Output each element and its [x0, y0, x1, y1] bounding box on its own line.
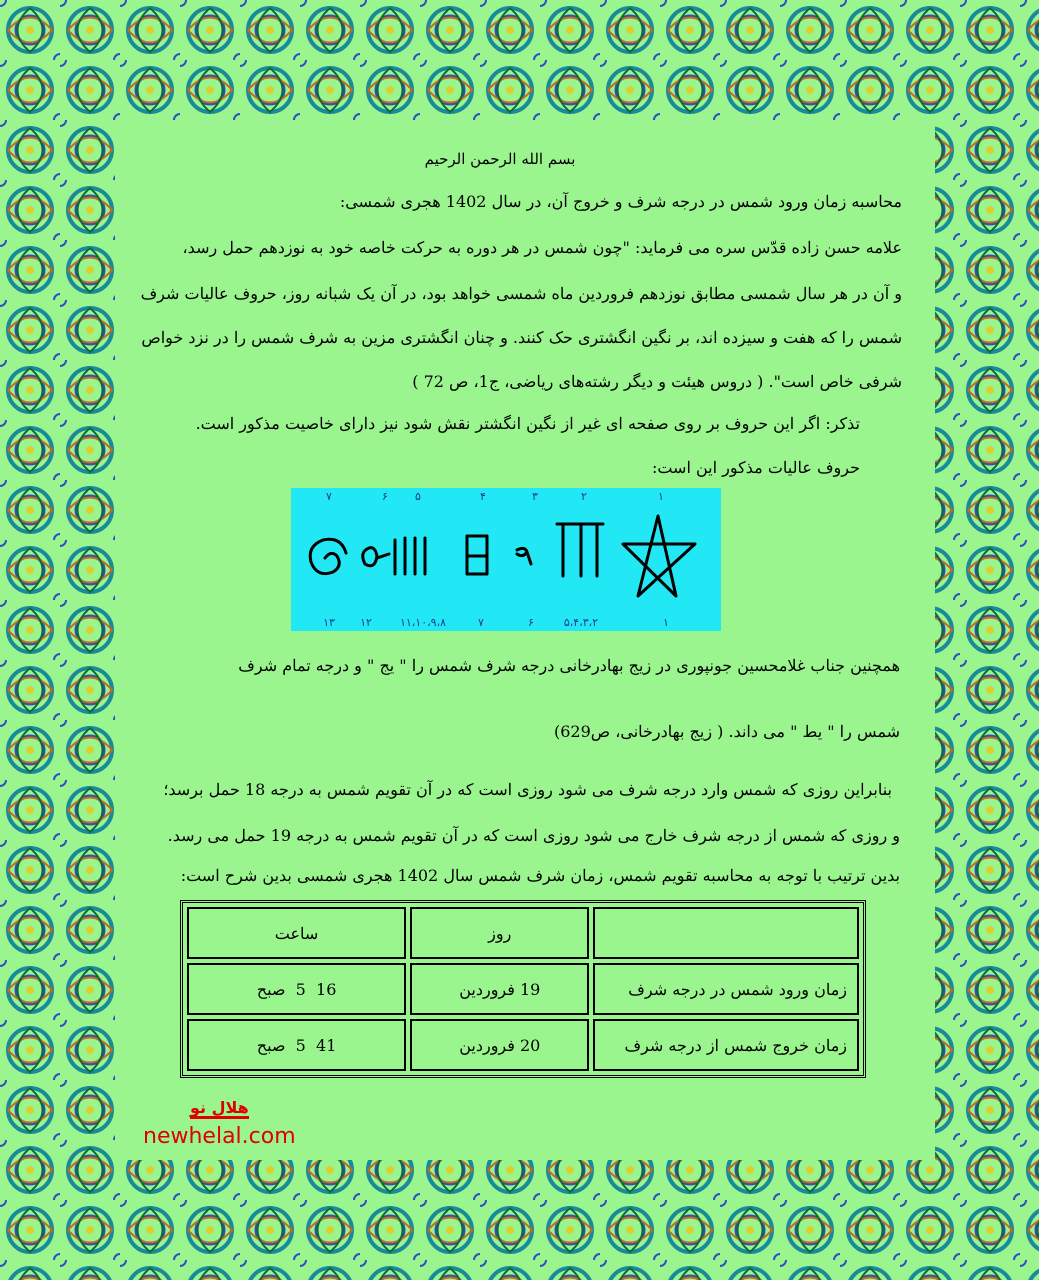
quote-line-4: شرفی خاص است". ( دروس هیئت و دیگر رشته‌های ریاضی، ج1، ص 72 ) [412, 372, 902, 391]
brand-persian: هلال نو [190, 1098, 249, 1117]
bottom-number-5-2: ۵،۴،۳،۲ [563, 616, 599, 629]
top-number-6: ۶ [382, 490, 388, 503]
quote-line-3: شمس را که هفت و سیزده اند، بر نگین انگشتری حک کنند. و چنان انگشتری مزین به شرف شمس را در نزد خواص [141, 328, 902, 347]
bottom-number-1: ۱ [663, 616, 669, 629]
table-header-row [187, 907, 859, 959]
table-row [187, 1019, 859, 1071]
row-entry-hour: 16 5 صبح [187, 963, 406, 1015]
row-exit-hour: 41 5 صبح [187, 1019, 406, 1071]
table-row [187, 963, 859, 1015]
bottom-number-12: ۱۲ [360, 616, 372, 629]
row-entry-day: 19 فروردین [410, 963, 589, 1015]
quote-line-2: و آن در هر سال شمسی مطابق نوزدهم فروردین ماه شمسی خواهد بود، در آن یک شبانه روز، حروف عالیات شرف [140, 284, 902, 303]
header-empty [593, 907, 859, 959]
note-line-2: حروف عالیات مذکور این است: [651, 458, 860, 477]
quote-line-1: علامه حسن زاده قدّس سره می فرماید: "چون شمس در هر دوره به حرکت خاصه خود به نوزدهم حمل رسد، [182, 238, 902, 257]
row-exit-label: زمان خروج شمس از درجه شرف [593, 1019, 859, 1071]
top-number-7: ۷ [326, 490, 332, 503]
bottom-number-6: ۶ [528, 616, 534, 629]
header-day: روز [410, 907, 589, 959]
bottom-number-13: ۱۳ [323, 616, 335, 629]
row-entry-label: زمان ورود شمس در درجه شرف [593, 963, 859, 1015]
sun-exaltation-letters-image [291, 488, 721, 631]
top-number-2: ۲ [581, 490, 587, 503]
conclusion-line-3: بدین ترتیب با توجه به محاسبه تقویم شمس، زمان شرف شمس سال 1402 هجری شمسی بدین شرح است: [180, 866, 900, 885]
basmala: بسم الله الرحمن الرحيم [424, 150, 576, 168]
bottom-number-7: ۷ [478, 616, 484, 629]
exaltation-times-table [180, 900, 866, 1078]
times-table [183, 903, 863, 1075]
bottom-number-11-8: ۱۱،۱۰،۹،۸ [399, 616, 447, 629]
top-number-5: ۵ [415, 490, 421, 503]
header-hour: ساعت [187, 907, 406, 959]
document-title: محاسبه زمان ورود شمس در درجه شرف و خروج آن، در سال 1402 هجری شمسی: [339, 192, 902, 211]
conclusion-line-2: و روزی که شمس از درجه شرف خارج می شود روزی است که در آن تقویم شمس به درجه 19 حمل می رسد. [167, 826, 900, 845]
zij-line-1: همچنین جناب غلامحسین جونپوری در زیج بهادرخانی درجه شرف شمس را " یج " و درجه تمام شرف [238, 656, 900, 675]
letters-drawing [291, 488, 721, 631]
brand-website[interactable]: newhelal.com [143, 1124, 296, 1149]
zij-line-2: شمس را " یط " می داند. ( زیج بهادرخانی، ص629) [553, 722, 900, 741]
top-number-4: ۴ [480, 490, 486, 503]
note-line-1: تذکر: اگر این حروف بر روی صفحه ای غیر از نگین انگشتر نقش شود نیز دارای خاصیت مذکور است. [195, 414, 860, 433]
row-exit-day: 20 فروردین [410, 1019, 589, 1071]
top-number-3: ۳ [532, 490, 538, 503]
top-number-1: ۱ [658, 490, 664, 503]
conclusion-line-1: بنابراین روزی که شمس وارد درجه شرف می شود روزی است که در آن تقویم شمس به درجه 18 حمل برسد؛ [163, 780, 892, 799]
